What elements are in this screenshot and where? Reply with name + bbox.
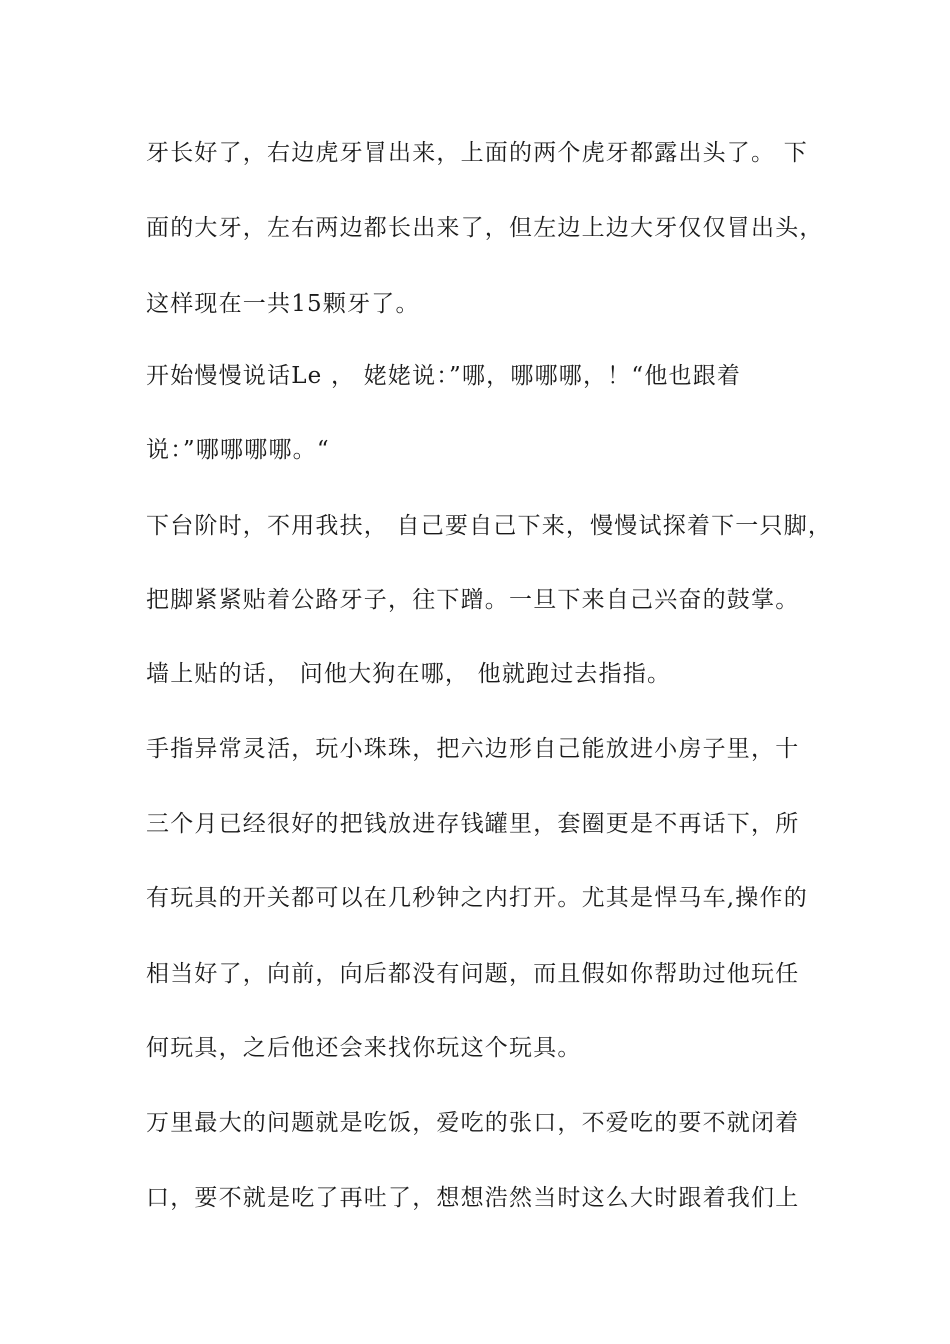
text-line: 万里最大的问题就是吃饭，爱吃的张口，不爱吃的要不就闭着 — [146, 1110, 800, 1136]
text-line: 手指异常灵活，玩小珠珠，把六边形自己能放进小房子里，十 — [146, 736, 800, 762]
text-line: 相当好了，向前，向后都没有问题，而且假如你帮助过他玩任 — [146, 961, 800, 987]
text-line: 把脚紧紧贴着公路牙子，往下蹭。一旦下来自己兴奋的鼓掌。 — [146, 587, 800, 613]
text-line: 说：”哪哪哪哪。“ — [146, 437, 330, 463]
text-line: 有玩具的开关都可以在几秒钟之内打开。尤其是悍马车,操作的 — [146, 885, 808, 911]
text-line: 这样现在一共15颗牙了。 — [146, 291, 420, 317]
text-line: 何玩具，之后他还会来找你玩这个玩具。 — [146, 1035, 582, 1061]
text-line: 墙上贴的话， 问他大狗在哪， 他就跑过去指指。 — [146, 661, 672, 687]
text-line: 牙长好了，右边虎牙冒出来，上面的两个虎牙都露出头了。 下 — [146, 140, 808, 166]
text-line: 下台阶时，不用我扶， 自己要自己下来，慢慢试探着下一只脚， — [146, 513, 833, 539]
text-line: 口，要不就是吃了再吐了，想想浩然当时这么大时跟着我们上 — [146, 1185, 800, 1211]
text-line: 三个月已经很好的把钱放进存钱罐里，套圈更是不再话下，所 — [146, 811, 800, 837]
text-line: 开始慢慢说话Le ， 姥姥说：”哪，哪哪哪，！“他也跟着 — [146, 363, 742, 389]
text-line: 面的大牙，左右两边都长出来了，但左边上边大牙仅仅冒出头， — [146, 215, 824, 241]
